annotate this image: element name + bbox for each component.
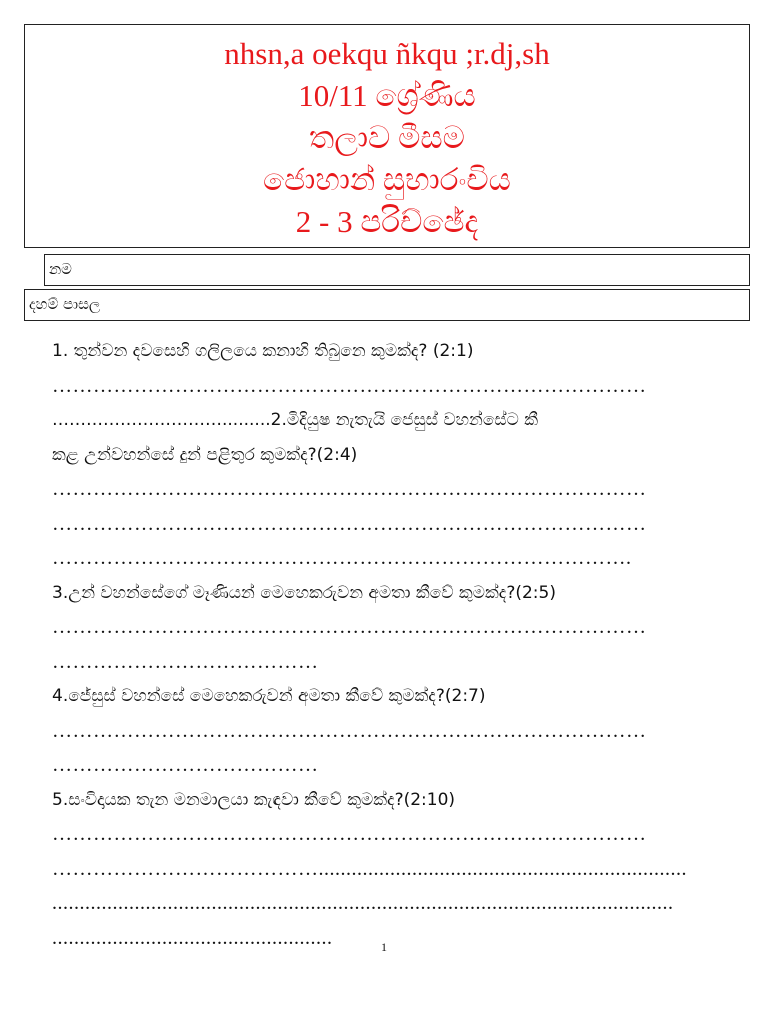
title-line-5: 2 - 3 පරිච්ඡේද xyxy=(295,204,479,239)
title-line-4: ජොහාන් සුභාරංචිය xyxy=(263,162,511,197)
answer-line[interactable]: …………………………………………………………………………… xyxy=(52,823,647,845)
question-4: 4.ජේසුස් වහන්සේ මෙහෙකරුවන් අමතා කීවේ කුමක්ද?(2:7) xyxy=(52,686,486,706)
answer-line[interactable]: …………………………………................................................................... xyxy=(52,857,687,880)
answer-line[interactable]: …………………………………………………………………………… xyxy=(52,512,647,535)
question-5: 5.සංවිදායක තැන මනමාලයා කැඳවා කීවේ කුමක්ද?(2:10) xyxy=(52,789,456,810)
title-line-1: nhsn,a oekqu ñkqu ;r.dj,sh xyxy=(224,36,550,71)
answer-line[interactable]: …………………………………………………………………………… xyxy=(52,478,647,500)
question-2: ………………………….........2.මිදියුෂ නැතැයි ජෙසුස් වහන්සේට කී xyxy=(52,410,539,430)
answer-line[interactable]: ................................................... xyxy=(52,926,333,949)
school-field[interactable] xyxy=(24,289,750,321)
question-3: 3.උන් වහන්සේගේ මෑණියන් මෙහෙකරුවන අමතා කීවේ කුමක්ද?(2:5) xyxy=(52,582,556,603)
answer-line[interactable]: ................................................................................................................. xyxy=(52,892,674,914)
answer-line[interactable]: …………………………………………………………………………. xyxy=(52,547,632,569)
title-line-3: තලාව මීසම xyxy=(309,120,465,155)
page-number: 1 xyxy=(381,940,387,954)
answer-line[interactable]: ………………………………… xyxy=(52,754,319,776)
title-box xyxy=(24,24,750,248)
question-1: 1. තුන්වන දවසෙහි ගලිලයෙ කනාහි තිබුනෙ කුමක්ද? (2:1) xyxy=(52,341,474,361)
title-line-2: 10/11 ශ්‍රේණිය xyxy=(298,78,476,113)
answer-line[interactable]: ………………………………… xyxy=(52,650,319,673)
questions-section xyxy=(52,334,742,955)
answer-line[interactable]: …………………………………………………………………………… xyxy=(52,719,647,742)
question-2-continued: කළ උන්වහන්සේ දුන් පළිතුර කුමක්ද?(2:4) xyxy=(52,444,358,465)
name-field[interactable] xyxy=(44,254,750,286)
answer-line[interactable]: …………………………………………………………………………… xyxy=(52,374,647,397)
answer-line[interactable]: …………………………………………………………………………… xyxy=(52,616,647,638)
school-label: දහම් පාසල xyxy=(29,295,101,313)
name-label: නම xyxy=(49,260,72,278)
